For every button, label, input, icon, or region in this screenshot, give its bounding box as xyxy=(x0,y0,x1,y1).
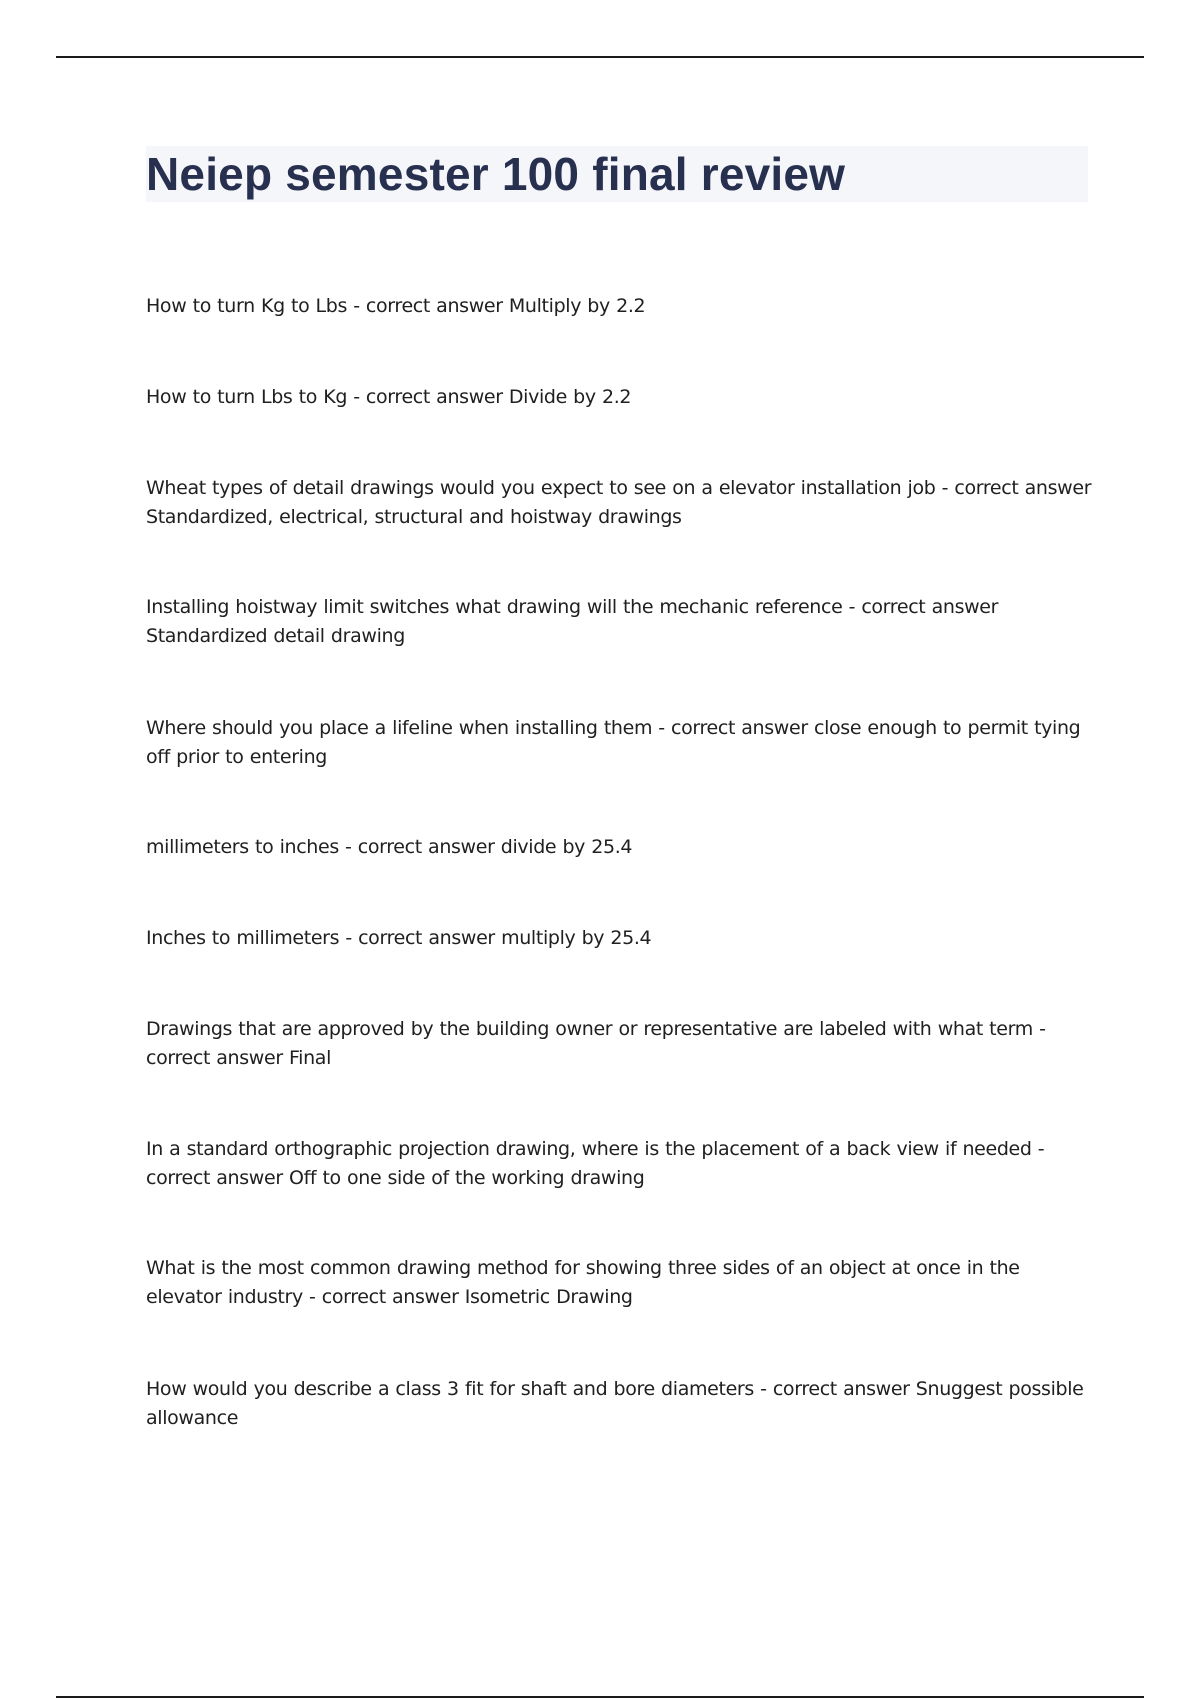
qa-item: Where should you place a lifeline when installing them - correct answer close enough to permit tying off prior to entering xyxy=(146,717,1081,768)
top-rule xyxy=(56,56,1144,58)
page-title: Neiep semester 100 final review xyxy=(146,148,846,200)
qa-item: How to turn Lbs to Kg - correct answer Divide by 2.2 xyxy=(146,386,632,408)
bottom-rule xyxy=(56,1696,1144,1698)
qa-item: Installing hoistway limit switches what drawing will the mechanic reference - correct answer Standardized detail drawing xyxy=(146,596,999,647)
qa-item: How to turn Kg to Lbs - correct answer Multiply by 2.2 xyxy=(146,295,646,317)
qa-item: In a standard orthographic projection drawing, where is the placement of a back view if needed - correct answer Off to one side of the working drawing xyxy=(146,1138,1045,1189)
qa-item: millimeters to inches - correct answer divide by 25.4 xyxy=(146,836,633,858)
qa-item: How would you describe a class 3 fit for shaft and bore diameters - correct answer Snuggest possible allowance xyxy=(146,1378,1084,1429)
qa-item: What is the most common drawing method for showing three sides of an object at once in the elevator industry - correct answer Isometric Drawing xyxy=(146,1257,1020,1308)
qa-item: Drawings that are approved by the building owner or representative are labeled with what term - correct answer Final xyxy=(146,1018,1046,1069)
qa-item: Inches to millimeters - correct answer multiply by 25.4 xyxy=(146,927,652,949)
qa-item: Wheat types of detail drawings would you expect to see on a elevator installation job - correct answer Standardized, electrical, structural and hoistway drawings xyxy=(146,477,1092,528)
